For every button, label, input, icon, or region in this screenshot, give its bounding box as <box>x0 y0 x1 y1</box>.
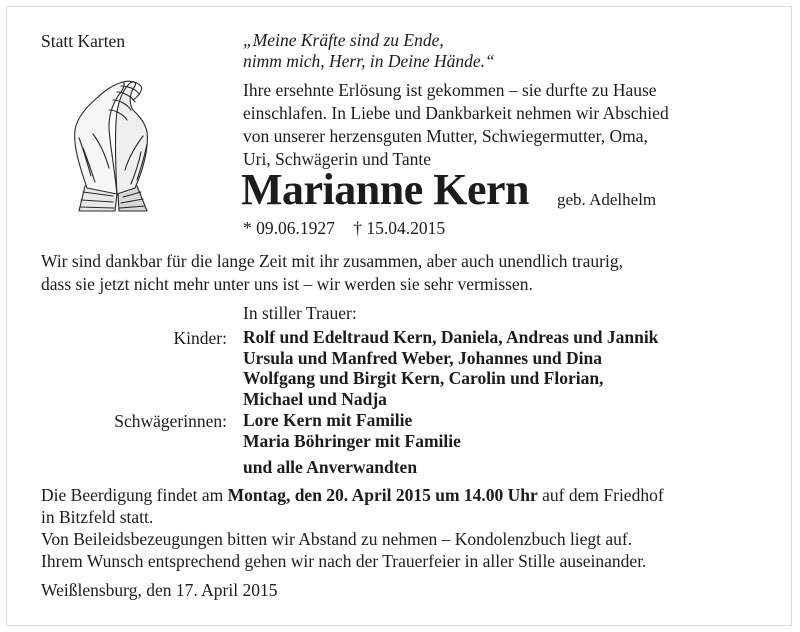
mourner-line: Rolf und Edeltraud Kern, Daniela, Andreas und Jannik <box>243 327 659 347</box>
children-list <box>243 327 658 409</box>
funeral-pre: Die Beerdigung findet am <box>41 485 228 505</box>
deceased-name: Marianne Kern <box>241 165 530 214</box>
funeral-line <box>41 484 664 506</box>
quote-line: „Meine Kräfte sind zu Ende, <box>243 30 444 50</box>
funeral-line: Von Beileidsbezeugungen bitten wir Abstand zu nehmen – Kondolenzbuch liegt auf. <box>41 529 633 549</box>
place-date: Weißlensburg, den 17. April 2015 <box>41 580 278 600</box>
funeral-line: Ihrem Wunsch entsprechend gehen wir nach der Trauerfeier in aller Stille auseinander. <box>41 551 647 571</box>
intro-text <box>243 79 669 171</box>
other-relatives: und alle Anverwandten <box>243 457 418 477</box>
intro-line: von unserer herzensguten Mutter, Schwiegermutter, Oma, <box>243 126 648 146</box>
praying-hands-icon <box>63 78 175 213</box>
funeral-info <box>41 484 664 572</box>
birth-date: * 09.06.1927 <box>243 218 335 238</box>
funeral-date-time: Montag, den 20. April 2015 um 14.00 Uhr <box>227 485 538 505</box>
thanks-line: Wir sind dankbar für die lange Zeit mit ihr zusammen, aber auch unendlich traurig, <box>41 251 623 271</box>
mourner-line: Maria Böhringer mit Familie <box>243 430 461 451</box>
intro-line: Uri, Schwägerin und Tante <box>243 149 431 169</box>
quote-line: nimm mich, Herr, in Deine Hände.“ <box>243 51 495 71</box>
thanks-line: dass sie jetzt nicht mehr unter uns ist – wir werden sie sehr vermissen. <box>41 274 533 294</box>
mourner-line: Ursula und Manfred Weber, Johannes und Dina <box>243 347 603 368</box>
statt-karten: Statt Karten <box>41 31 126 51</box>
mourner-line: Lore Kern mit Familie <box>243 410 413 430</box>
mourner-line: Michael und Nadja <box>243 388 387 409</box>
thanks-text <box>41 250 623 296</box>
mourner-line: Wolfgang und Birgit Kern, Carolin und Florian, <box>243 368 604 388</box>
life-dates <box>243 217 459 239</box>
intro-line: einschlafen. In Liebe und Dankbarkeit nehmen wir Abschied <box>243 103 669 123</box>
funeral-line: in Bitzfeld statt. <box>41 507 154 527</box>
children-label: Kinder: <box>173 328 227 348</box>
mourning-intro: In stiller Trauer: <box>243 303 357 323</box>
death-date: † 15.04.2015 <box>353 218 446 238</box>
sisters-in-law-label: Schwägerinnen: <box>114 411 227 431</box>
funeral-post: auf dem Friedhof <box>537 485 664 505</box>
intro-line: Ihre ersehnte Erlösung ist gekommen – sie durfte zu Hause <box>243 80 657 100</box>
birth-name: geb. Adelhelm <box>557 190 657 209</box>
quote <box>243 30 495 72</box>
sisters-in-law-list <box>243 410 461 451</box>
